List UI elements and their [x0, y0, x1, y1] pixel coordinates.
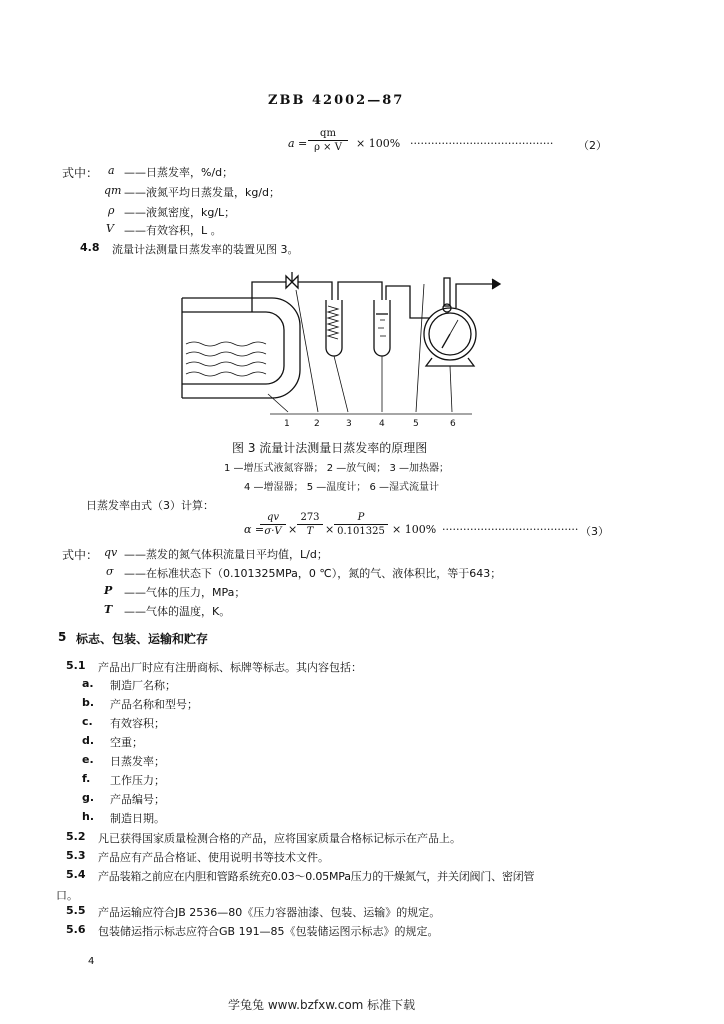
list-item-key: d.	[82, 734, 95, 747]
formula-2-numerator: qm	[308, 128, 348, 141]
clause-5-3-text: 产品应有产品合格证、使用说明书等技术文件。	[98, 851, 329, 864]
clause-5-4-text: 产品装箱之前应在内胆和管路系统充0.03～0.05MPa压力的干燥氮气，并关闭阀门、密闭管	[98, 870, 535, 883]
section-5-number: 5	[58, 630, 67, 644]
formula-3-f1-denominator: σ·V	[264, 526, 282, 537]
formula-3-times-1: ×	[288, 523, 298, 536]
thermometer	[443, 278, 451, 312]
diagram-label-1: 1	[284, 419, 290, 428]
definitions-2-lead: 式中：	[62, 548, 99, 562]
container-outer	[182, 298, 300, 398]
list-item-key: b.	[82, 696, 95, 709]
formula-2-dots: ·········································	[410, 137, 554, 150]
formula-3-f2-denominator: T	[306, 526, 314, 537]
def-1-symbol: a	[108, 164, 115, 177]
diagram-label-3: 3	[346, 419, 352, 428]
formula-2-fraction	[308, 128, 348, 153]
list-item-key: f.	[82, 772, 91, 785]
formula-3-fraction-1	[260, 512, 286, 537]
diagram-label-4: 4	[379, 419, 385, 428]
formula-3-number: （3）	[580, 525, 609, 538]
formula-2-number: （2）	[578, 139, 607, 152]
formula-3-f1-numerator: qv	[260, 512, 286, 525]
clause-5-2-number: 5.2	[66, 830, 86, 843]
def-1-text: ——日蒸发率，%/d；	[124, 166, 234, 179]
list-item-key: h.	[82, 810, 95, 823]
formula-3-times-2: ×	[325, 523, 335, 536]
list-item-key: e.	[82, 753, 94, 766]
vent-valve	[286, 272, 298, 288]
formula-3-rest: × 100%	[392, 523, 437, 536]
formula-3-dots: ·······································	[442, 523, 579, 536]
list-item-text: 有效容积；	[110, 717, 165, 730]
list-item-key: a.	[82, 677, 94, 690]
clause-4-8-text: 流量计法测量日蒸发率的装置见图 3。	[112, 243, 299, 256]
figure-3-legend-line-2: 4 —增湿器； 5 —温度计； 6 —湿式流量计	[244, 482, 439, 493]
list-item-text: 制造日期。	[110, 812, 165, 825]
def-4-symbol: V	[106, 222, 114, 235]
def2-4-symbol: T	[104, 603, 113, 616]
clause-5-3-number: 5.3	[66, 849, 86, 862]
figure-3-legend-line-1: 1 —增压式液氮容器； 2 —放气阀； 3 —加热器；	[224, 463, 449, 474]
def2-2-text: ——在标准状态下（0.101325MPa，0 ℃），氮的气、液体积比，等于643；	[124, 567, 502, 580]
clause-5-1-number: 5.1	[66, 659, 86, 672]
list-item-text: 产品编号；	[110, 793, 165, 806]
figure-3-caption: 图 3 流量计法测量日蒸发率的原理图	[232, 441, 428, 455]
figure-3-diagram	[180, 262, 510, 428]
def2-1-text: ——蒸发的氮气体积流量日平均值，L/d；	[124, 548, 328, 561]
def2-3-text: ——气体的压力，MPa；	[124, 586, 246, 599]
calculation-intro: 日蒸发率由式（3）计算：	[86, 499, 214, 512]
clause-5-6-text: 包装储运指示标志应符合GB 191—85《包装储运图示标志》的规定。	[98, 925, 439, 938]
clause-5-6-number: 5.6	[66, 923, 86, 936]
formula-3-f3-denominator: 0.101325	[337, 526, 385, 537]
diagram-label-6: 6	[450, 419, 456, 428]
wet-flow-meter	[424, 308, 476, 366]
site-footer: 学兔兔 www.bzfxw.com 标准下载	[228, 998, 416, 1012]
list-item-text: 日蒸发率；	[110, 755, 165, 768]
def-2-symbol: qm	[104, 184, 122, 197]
def-3-text: ——液氮密度，kg/L；	[124, 206, 236, 219]
clause-4-8-number: 4.8	[80, 241, 100, 254]
list-item-text: 空重；	[110, 736, 143, 749]
formula-3-fraction-2	[297, 512, 323, 537]
formula-2-denominator: ρ × V	[314, 142, 342, 153]
humidifier	[374, 300, 390, 356]
formula-3-f3-numerator: P	[334, 512, 388, 525]
formula-2-rest: × 100%	[356, 137, 401, 150]
page-number: 4	[88, 956, 95, 967]
definitions-1-lead: 式中：	[62, 166, 99, 180]
formula-3-f2-numerator: 273	[297, 512, 323, 525]
formula-2-lhs: a =	[288, 137, 308, 150]
clause-5-4-number: 5.4	[66, 868, 86, 881]
clause-5-5-number: 5.5	[66, 904, 86, 917]
list-item-text: 工作压力；	[110, 774, 165, 787]
def2-3-symbol: P	[104, 584, 113, 597]
list-item-key: g.	[82, 791, 95, 804]
list-item-text: 产品名称和型号；	[110, 698, 198, 711]
def2-4-text: ——气体的温度，K。	[124, 605, 231, 618]
def2-1-symbol: qv	[104, 546, 118, 559]
def2-2-symbol: σ	[106, 565, 114, 578]
document-code-header: ZBB 42002—87	[268, 93, 405, 108]
def-4-text: ——有效容积，L 。	[124, 224, 222, 237]
formula-3-fraction-3	[334, 512, 388, 537]
diagram-label-5: 5	[413, 419, 419, 428]
clause-5-2-text: 凡已获得国家质量检测合格的产品，应将国家质量合格标记标示在产品上。	[98, 832, 461, 845]
diagram-label-2: 2	[314, 419, 320, 428]
clause-5-4-continuation: 口。	[56, 889, 78, 902]
list-item-text: 制造厂名称；	[110, 679, 176, 692]
section-5-title: 标志、包装、运输和贮存	[76, 632, 209, 646]
heater	[326, 300, 342, 356]
def-2-text: ——液氮平均日蒸发量，kg/d；	[124, 186, 281, 199]
formula-3-lhs: α =	[244, 523, 265, 536]
clause-5-1-text: 产品出厂时应有注册商标、标牌等标志。其内容包括：	[98, 661, 362, 674]
def-3-symbol: ρ	[108, 204, 115, 217]
list-item-key: c.	[82, 715, 93, 728]
clause-5-5-text: 产品运输应符合JB 2536—80《压力容器油漆、包装、运输》的规定。	[98, 906, 441, 919]
